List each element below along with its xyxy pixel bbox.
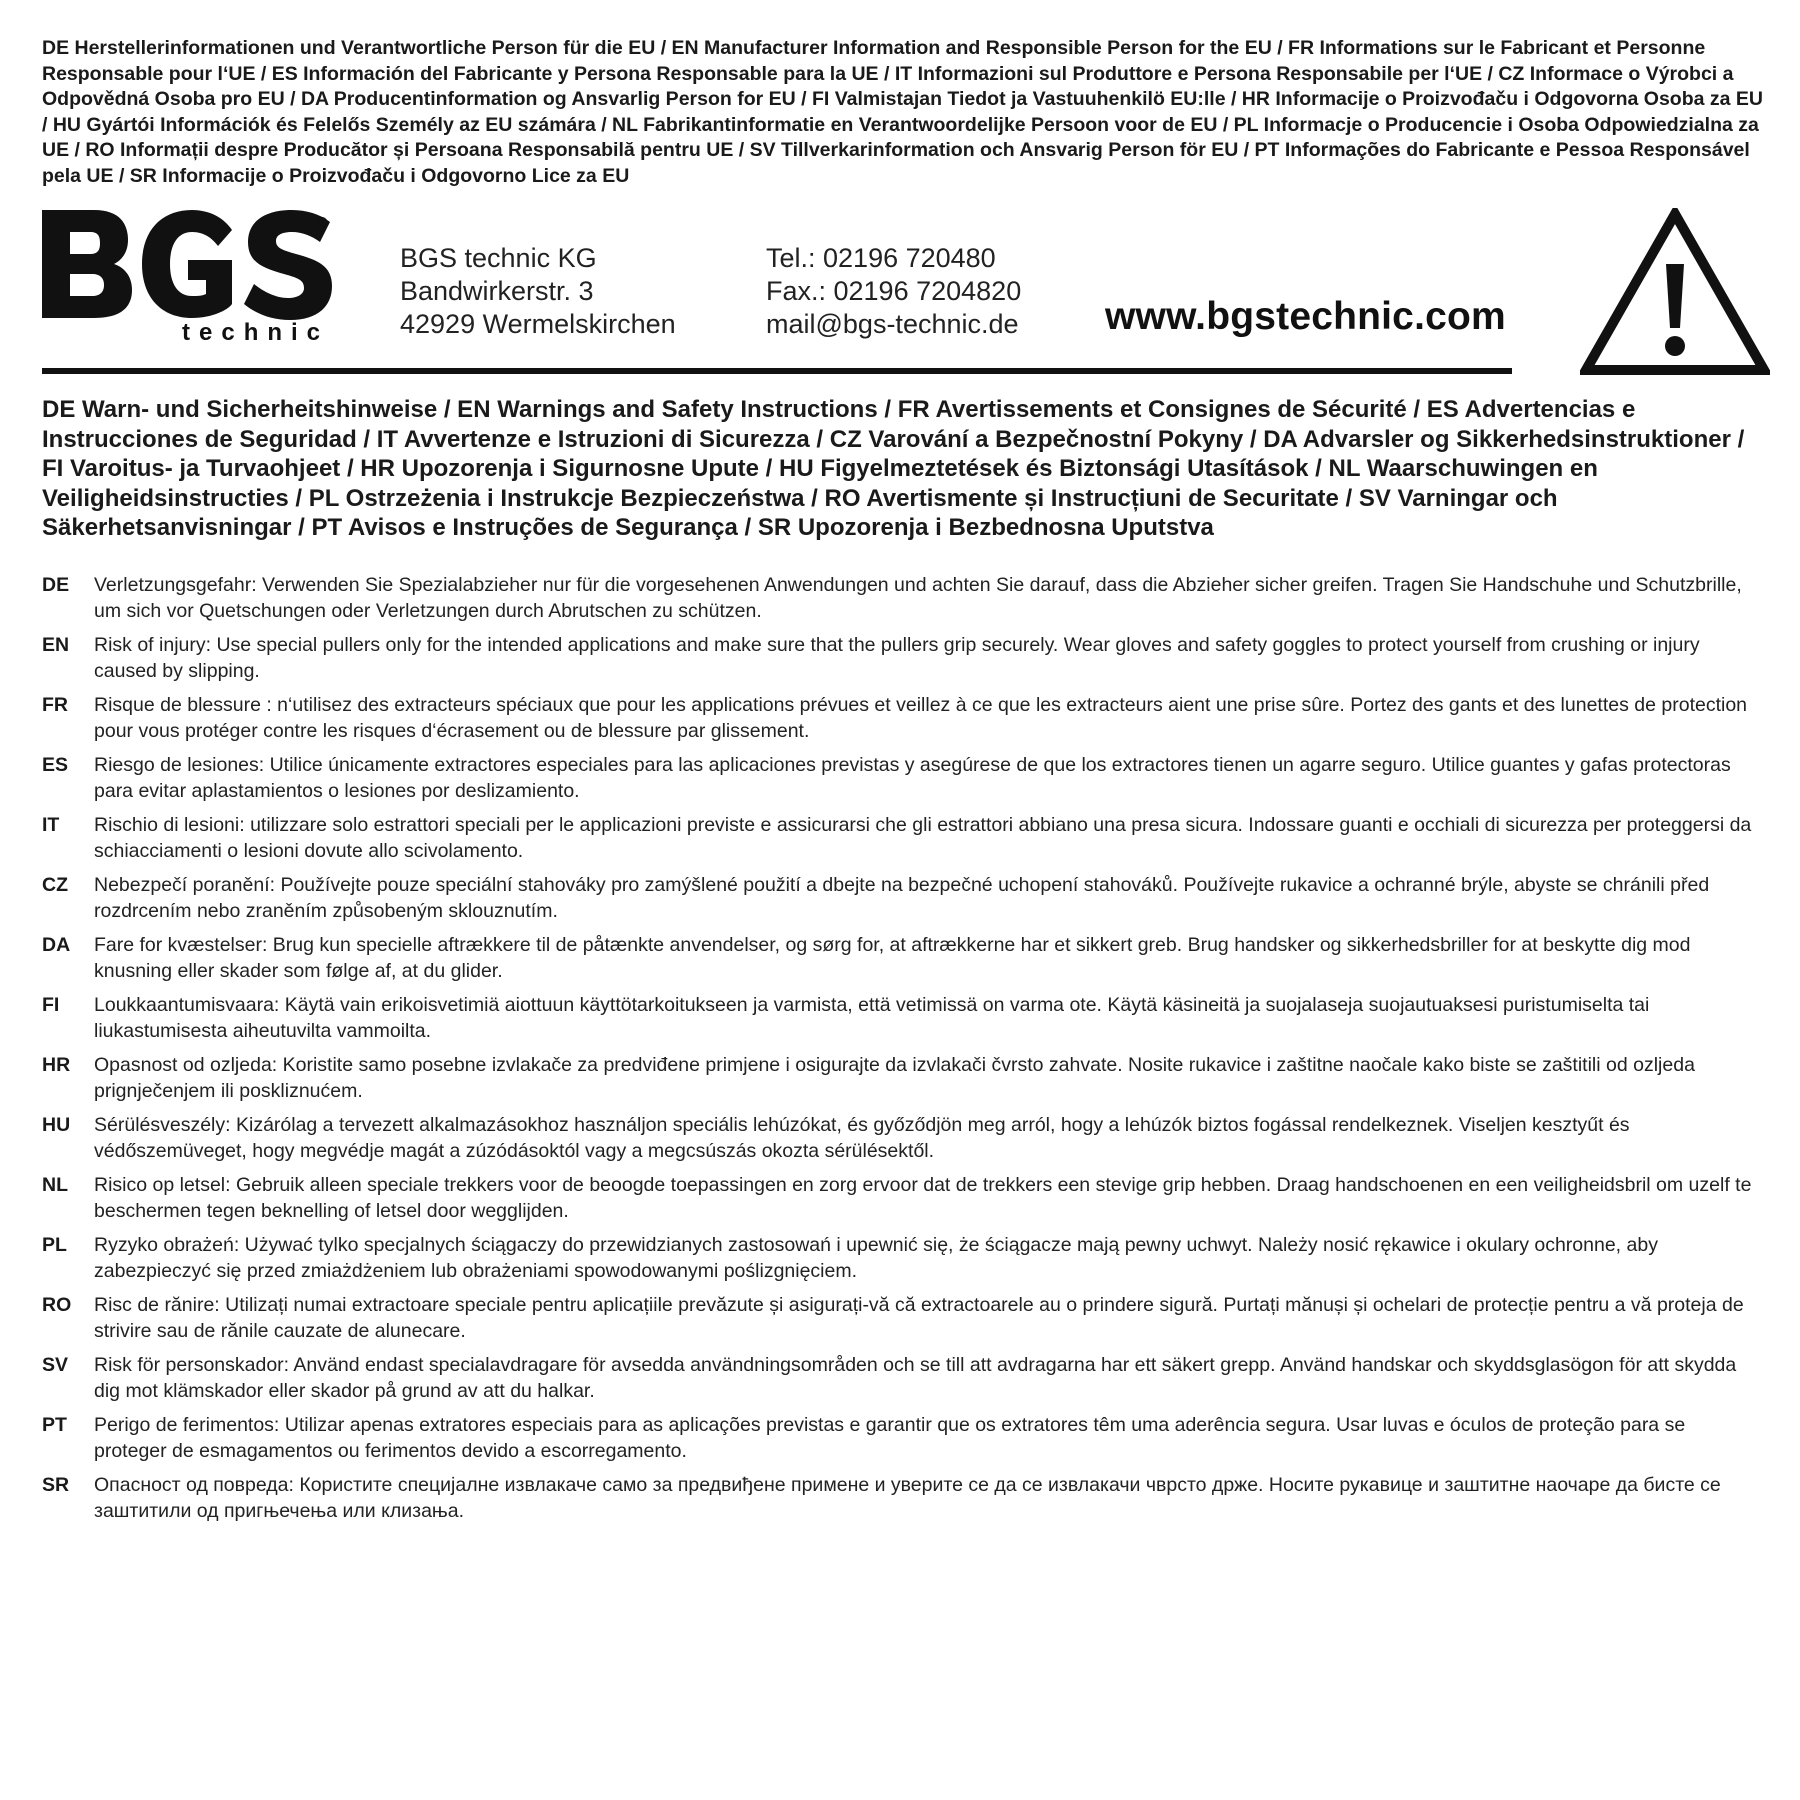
language-code: HR <box>42 1054 71 1076</box>
language-code: SR <box>42 1474 70 1496</box>
language-code: NL <box>42 1174 68 1196</box>
warning-text: Опасност од повреда: Користите специјалне извлакаче само за предвиђене примене и уверите се да се извлакачи чврсто држе. Носите рукавице и заштитне наочаре да бисте се заштитили од пригњечења или клизања. <box>94 1474 1721 1522</box>
warning-row-pt <box>42 1412 1762 1464</box>
language-code: DE <box>42 574 70 596</box>
warning-text: Loukkaantumisvaara: Käytä vain erikoisvetimiä aiottuun käyttötarkoitukseen ja varmista, että vetimissä on varma ote. Käytä käsineitä ja suojalaseja suojautuaksesi puristumiselta tai liukastumisesta aiheutuvilta vammoilta. <box>94 994 1650 1042</box>
warning-row-fr <box>42 692 1762 744</box>
website-link[interactable]: www.bgstechnic.com <box>1105 295 1506 338</box>
language-code: DA <box>42 934 71 956</box>
warning-row-en <box>42 632 1762 684</box>
bgs-technic-logo <box>42 210 332 345</box>
warning-text: Risk för personskador: Använd endast specialavdragare för avsedda användningsområden och se till att avdragarna har ett säkert grepp. Använd handskar och skyddsglasögon för att skydda dig mot klämskador eller skador på grund av att du halkar. <box>94 1354 1737 1402</box>
language-code: HU <box>42 1114 71 1136</box>
logo-subtext: technic <box>182 319 330 345</box>
warning-row-hu <box>42 1112 1762 1164</box>
language-code: PT <box>42 1414 67 1436</box>
language-code: SV <box>42 1354 69 1376</box>
registered-mark: ® <box>316 215 328 232</box>
warning-row-es <box>42 752 1762 804</box>
warning-text: Risico op letsel: Gebruik alleen speciale trekkers voor de beoogde toepassingen en zorg ervoor dat de trekkers een stevige grip hebben. Draag handschoenen en een veiligheidsbril om uzelf te beschermen tegen beknelling of letsel door wegglijden. <box>94 1174 1752 1222</box>
company-contact <box>766 242 1021 341</box>
language-code: ES <box>42 754 69 776</box>
warning-text: Verletzungsgefahr: Verwenden Sie Spezialabzieher nur für die vorgesehenen Anwendungen und achten Sie darauf, dass die Abzieher sicher greifen. Tragen Sie Handschuhe und Schutzbrille, um sich vor Quetschungen oder Verletzungen durch Abrutschen zu schützen. <box>94 574 1742 622</box>
language-code: CZ <box>42 874 68 896</box>
language-code: PL <box>42 1234 67 1256</box>
warning-row-it <box>42 812 1762 864</box>
warning-row-ro <box>42 1292 1762 1344</box>
warnings-list <box>42 572 1762 1532</box>
warning-text: Rischio di lesioni: utilizzare solo estrattori speciali per le applicazioni previste e assicurarsi che gli estrattori abbiano una presa sicura. Indossare guanti e occhiali di sicurezza per proteggersi da schiacciamenti o lesioni dovute allo scivolamento. <box>94 814 1752 862</box>
warning-text: Fare for kvæstelser: Brug kun specielle aftrækkere til de påtænkte anvendelser, og sørg for, at aftrækkerne har et sikkert greb. Brug handsker og sikkerhedsbriller for at beskytte dig mod knusning eller skader som følge af, at du glider. <box>94 934 1691 982</box>
contact-fax: Fax.: 02196 7204820 <box>766 276 1022 306</box>
language-code: EN <box>42 634 70 656</box>
warning-text: Ryzyko obrażeń: Używać tylko specjalnych ściągaczy do przewidzianych zastosowań i upewnić się, że ściągacze mają pewny uchwyt. Należy nosić rękawice i okulary ochronne, aby zabezpieczyć się przed zmiażdżeniem lub obrażeniami spowodowanymi poślizgnięciem. <box>94 1234 1658 1282</box>
warning-text: Sérülésveszély: Kizárólag a tervezett alkalmazásokhoz használjon speciális lehúzókat, és győződjön meg arról, hogy a lehúzók biztos fogással rendelkeznek. Viseljen kesztyűt és védőszemüveget, hogy megvédje magát a zúzódásoktól vagy a megcsúszás okozta sérülésektől. <box>94 1114 1630 1162</box>
warning-row-nl <box>42 1172 1762 1224</box>
company-city: 42929 Wermelskirchen <box>400 309 676 339</box>
warning-text: Nebezpečí poranění: Používejte pouze speciální stahováky pro zamýšlené použití a dbejte na bezpečné uchopení stahováků. Používejte rukavice a ochranné brýle, abyste se chránili před rozdrcením nebo zraněním způsobeným sklouznutím. <box>94 874 1710 922</box>
warning-row-hr <box>42 1052 1762 1104</box>
warning-row-sv <box>42 1352 1762 1404</box>
safety-instructions-heading: DE Warn- und Sicherheitshinweise / EN Warnings and Safety Instructions / FR Avertissements et Consignes de Sécurité / ES Advertencias e Instrucciones de Seguridad / IT Avvertenze e Istruzioni di Sicurezza / CZ Varování a Bezpečnostní Pokyny / DA Advarsler og Sikkerhedsinstruktioner / FI Varoitus- ja Turvaohjeet / HR Upozorenja i Sigurnosne Upute / HU Figyelmeztetések és Biztonsági Utasítások / NL Waarschuwingen en Veiligheidsinstructies / PL Ostrzeżenia i Instrukcje Bezpieczeństwa / RO Avertismente și Instrucțiuni de Securitate / SV Varningar och Säkerhetsanvisningar / PT Avisos e Instruções de Segurança / SR Upozorenja i Bezbednosna Uputstva <box>42 396 1745 541</box>
company-street: Bandwirkerstr. 3 <box>400 276 594 306</box>
company-address <box>400 242 676 341</box>
language-code: FI <box>42 994 60 1016</box>
language-code: RO <box>42 1294 72 1316</box>
warning-text: Riesgo de lesiones: Utilice únicamente extractores especiales para las aplicaciones previstas y asegúrese de que los extractores tienen un agarre seguro. Utilice guantes y gafas protectoras para evitar aplastamientos o lesiones por deslizamiento. <box>94 754 1731 802</box>
warning-row-de <box>42 572 1762 624</box>
warning-row-da <box>42 932 1762 984</box>
warning-text: Risque de blessure : n‘utilisez des extracteurs spéciaux que pour les applications prévues et veillez à ce que les extracteurs aient une prise sûre. Portez des gants et des lunettes de protection pour vous protéger contre les risques d‘écrasement ou de blessure par glissement. <box>94 694 1748 742</box>
header-divider <box>42 368 1512 374</box>
warning-text: Risk of injury: Use special pullers only for the intended applications and make sure that the pullers grip securely. Wear gloves and safety goggles to protect yourself from crushing or injury caused by slipping. <box>94 634 1700 682</box>
warning-triangle-icon <box>1580 208 1770 376</box>
warning-row-sr <box>42 1472 1762 1524</box>
warning-row-pl <box>42 1232 1762 1284</box>
company-name: BGS technic KG <box>400 243 597 273</box>
warning-text: Opasnost od ozljeda: Koristite samo posebne izvlakače za predviđene primjene i osigurajte da izvlakači čvrsto zahvate. Nosite rukavice i zaštitne naočale kako biste se zaštitili od ozljeda prignječenjem ili poskliznućem. <box>94 1054 1695 1102</box>
language-code: IT <box>42 814 60 836</box>
contact-mail[interactable]: mail@bgs-technic.de <box>766 309 1019 339</box>
warning-row-cz <box>42 872 1762 924</box>
language-code: FR <box>42 694 68 716</box>
contact-tel: Tel.: 02196 720480 <box>766 243 996 273</box>
warning-text: Risc de rănire: Utilizați numai extractoare speciale pentru aplicațiile prevăzute și asigurați-vă că extractoarele au o prindere sigură. Purtați mănuși și ochelari de protecție pentru a vă proteja de strivire sau de rănile cauzate de alunecare. <box>94 1294 1744 1342</box>
warning-row-fi <box>42 992 1762 1044</box>
manufacturer-info-heading: DE Herstellerinformationen und Verantwortliche Person für die EU / EN Manufacturer Information and Responsible Person for the EU / FR Informations sur le Fabricant et Personne Responsable pour l‘UE / ES Información del Fabricante y Persona Responsable para la UE / IT Informazioni sul Produttore e Persona Responsabile per l‘UE / CZ Informace o Výrobci a Odpovědná Osoba pro EU / DA Producentinformation og Ansvarlig Person for EU / FI Valmistajan Tiedot ja Vastuuhenkilö EU:lle / HR Informacije o Proizvođaču i Odgovorna Osoba za EU / HU Gyártói Információk és Felelős Személy az EU számára / NL Fabrikantinformatie en Verantwoordelijke Persoon voor de EU / PL Informacje o Producencie i Osoba Odpowiedzialna za UE / RO Informații despre Producător și Persoana Responsabilă pentru UE / SV Tillverkarinformation och Ansvarig Person för EU / PT Informações do Fabricante e Pessoa Responsável pela UE / SR Informacije o Proizvođaču i Odgovorno Lice za EU <box>42 37 1763 187</box>
warning-text: Perigo de ferimentos: Utilizar apenas extratores especiais para as aplicações previstas e garantir que os extratores têm uma aderência segura. Usar luvas e óculos de proteção para se proteger de esmagamentos ou ferimentos devido a escorregamento. <box>94 1414 1686 1462</box>
